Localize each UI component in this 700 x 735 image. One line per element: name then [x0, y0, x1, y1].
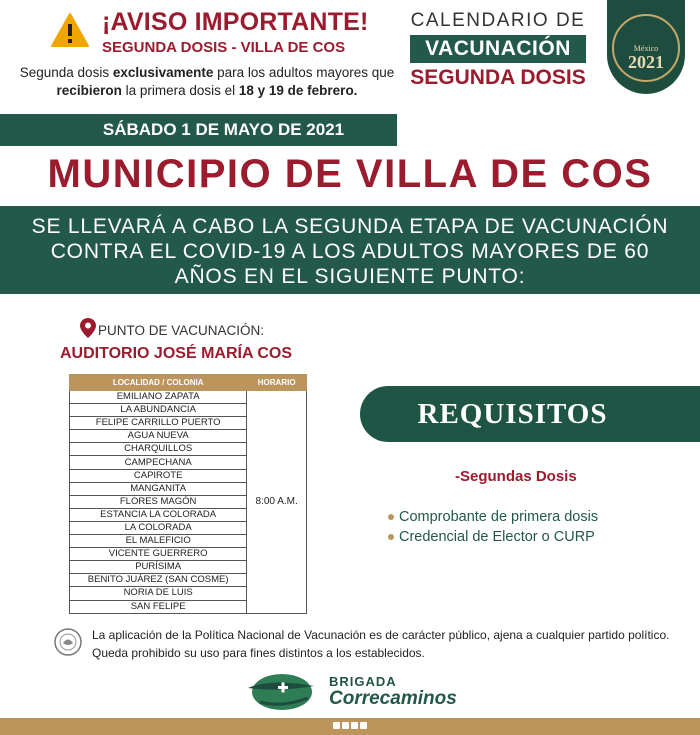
social-icons	[333, 722, 367, 730]
table-cell: CAPIROTE	[70, 469, 247, 482]
location-pin-icon	[80, 318, 96, 338]
punto-name: AUDITORIO JOSÉ MARÍA COS	[60, 345, 293, 362]
table-cell: SAN FELIPE	[70, 600, 247, 613]
header	[0, 0, 700, 112]
calendar-line-1: CALENDARIO DE	[410, 10, 586, 31]
legal-notice: La aplicación de la Política Nacional de Vacunación es de carácter público, ajena a cualquier partido político. Queda prohibido su uso para fines distintos a los establecidos.	[92, 628, 670, 660]
requisitos-subtitle: -Segundas Dosis	[455, 468, 577, 485]
table-cell: CAMPECHANA	[70, 456, 247, 469]
municipio-title: MUNICIPIO DE VILLA DE COS	[47, 152, 653, 196]
punto-label: PUNTO DE VACUNACIÓN:	[98, 323, 265, 338]
table-row	[70, 391, 307, 404]
column-header-localidad: LOCALIDAD / COLONIA	[70, 375, 247, 391]
table-cell: FLORES MAGÓN	[70, 495, 247, 508]
announcement-text: SE LLEVARÁ A CABO LA SEGUNDA ETAPA DE VACUNACIÓN CONTRA EL COVID-19 A LOS ADULTOS MAYORES DE 60 AÑOS EN EL SIGUIENTE PUNTO:	[31, 215, 669, 288]
requisito-item: Comprobante de primera dosis	[388, 509, 598, 525]
table-cell: PURÍSIMA	[70, 561, 247, 574]
instagram-icon[interactable]	[351, 722, 358, 729]
table-cell: LA ABUNDANCIA	[70, 404, 247, 417]
mexico-2021-logo	[607, 0, 685, 94]
table-cell: MANGANITA	[70, 482, 247, 495]
calendar-line-2: VACUNACIÓN	[410, 35, 586, 63]
bullet-icon	[388, 534, 394, 540]
logo-country: México	[633, 44, 659, 53]
facebook-icon[interactable]	[333, 722, 340, 729]
table-cell: CHARQUILLOS	[70, 443, 247, 456]
table-cell: ESTANCIA LA COLORADA	[70, 508, 247, 521]
table-cell: LA COLORADA	[70, 521, 247, 534]
bullet-icon	[388, 514, 394, 520]
column-header-horario: HORARIO	[247, 375, 307, 391]
warning-icon	[50, 12, 90, 48]
horario-cell: 8:00 A.M.	[247, 391, 307, 614]
table-cell: BENITO JUÁREZ (SAN COSME)	[70, 574, 247, 587]
logo-year: 2021	[628, 52, 664, 72]
brigada-correcaminos-logo	[240, 668, 320, 714]
table-cell: NORIA DE LUIS	[70, 587, 247, 600]
table-cell: VICENTE GUERRERO	[70, 548, 247, 561]
requisito-item: Credencial de Elector o CURP	[388, 529, 595, 545]
localidades-table	[69, 374, 307, 614]
table-header-row	[70, 375, 307, 391]
table-cell: FELIPE CARRILLO PUERTO	[70, 417, 247, 430]
calendar-line-3: SEGUNDA DOSIS	[410, 66, 586, 89]
aviso-description: Segunda dosis exclusivamente para los adultos mayores que recibieron la primera dosis el 18 y 19 de febrero.	[19, 65, 395, 98]
correcaminos-label: Correcaminos	[329, 688, 457, 709]
requisitos-title: REQUISITOS	[417, 398, 608, 430]
escudo-nacional-icon	[53, 627, 83, 657]
youtube-icon[interactable]	[360, 722, 367, 729]
table-cell: EL MALEFICIO	[70, 535, 247, 548]
aviso-subtitle: SEGUNDA DOSIS - VILLA DE COS	[102, 39, 346, 56]
table-cell: EMILIANO ZAPATA	[70, 391, 247, 404]
twitter-icon[interactable]	[342, 722, 349, 729]
date-bar: SÁBADO 1 DE MAYO DE 2021	[0, 114, 397, 146]
brigada-label: BRIGADA	[329, 674, 397, 689]
aviso-title: ¡AVISO IMPORTANTE!	[102, 8, 369, 36]
table-cell: AGUA NUEVA	[70, 430, 247, 443]
